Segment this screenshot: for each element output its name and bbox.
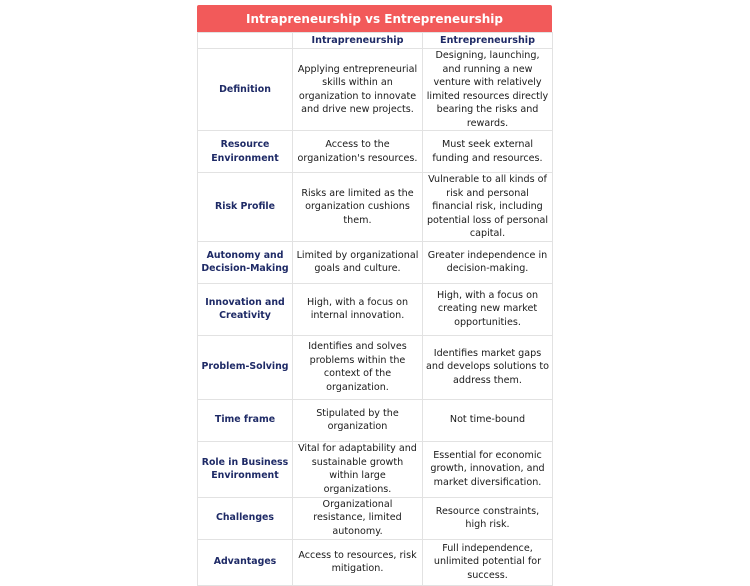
entrepreneurship-cell: Identifies market gaps and develops solutions to address them. (423, 335, 553, 399)
header-intrapreneurship: Intrapreneurship (293, 33, 423, 49)
header-row (198, 33, 553, 49)
comparison-table (197, 32, 553, 586)
entrepreneurship-cell: Greater independence in decision-making. (423, 241, 553, 283)
row-label: Risk Profile (198, 173, 293, 242)
intrapreneurship-cell: Vital for adaptability and sustainable growth within large organizations. (293, 441, 423, 497)
entrepreneurship-cell: Designing, launching, and running a new venture with relatively limited resources directly bearing the risks and rewards. (423, 49, 553, 131)
intrapreneurship-cell: Identifies and solves problems within the context of the organization. (293, 335, 423, 399)
table-row (198, 539, 553, 585)
entrepreneurship-cell: Essential for economic growth, innovation, and market diversification. (423, 441, 553, 497)
intrapreneurship-cell: Stipulated by the organization (293, 399, 423, 441)
row-label: Definition (198, 49, 293, 131)
row-label: Time frame (198, 399, 293, 441)
table-row (198, 497, 553, 539)
table-row (198, 241, 553, 283)
entrepreneurship-cell: Full independence, unlimited potential for success. (423, 539, 553, 585)
entrepreneurship-cell: Must seek external funding and resources. (423, 131, 553, 173)
table-row (198, 173, 553, 242)
header-entrepreneurship: Entrepreneurship (423, 33, 553, 49)
table-title: Intrapreneurship vs Entrepreneurship (197, 5, 552, 32)
row-label: Problem-Solving (198, 335, 293, 399)
intrapreneurship-cell: Limited by organizational goals and culture. (293, 241, 423, 283)
intrapreneurship-cell: Organizational resistance, limited autonomy. (293, 497, 423, 539)
header-empty (198, 33, 293, 49)
intrapreneurship-cell: Access to resources, risk mitigation. (293, 539, 423, 585)
entrepreneurship-cell: Not time-bound (423, 399, 553, 441)
row-label: Autonomy and Decision-Making (198, 241, 293, 283)
row-label: Advantages (198, 539, 293, 585)
intrapreneurship-cell: Risks are limited as the organization cushions them. (293, 173, 423, 242)
row-label: Innovation and Creativity (198, 283, 293, 335)
table-row (198, 283, 553, 335)
comparison-document (197, 5, 552, 586)
table-row (198, 335, 553, 399)
table-row (198, 441, 553, 497)
intrapreneurship-cell: High, with a focus on internal innovation. (293, 283, 423, 335)
row-label: Challenges (198, 497, 293, 539)
entrepreneurship-cell: Vulnerable to all kinds of risk and personal financial risk, including potential loss of personal capital. (423, 173, 553, 242)
table-row (198, 49, 553, 131)
table-row (198, 131, 553, 173)
table-row (198, 399, 553, 441)
entrepreneurship-cell: High, with a focus on creating new market opportunities. (423, 283, 553, 335)
row-label: Role in Business Environment (198, 441, 293, 497)
row-label: Resource Environment (198, 131, 293, 173)
intrapreneurship-cell: Applying entrepreneurial skills within an organization to innovate and drive new projects. (293, 49, 423, 131)
entrepreneurship-cell: Resource constraints, high risk. (423, 497, 553, 539)
intrapreneurship-cell: Access to the organization's resources. (293, 131, 423, 173)
